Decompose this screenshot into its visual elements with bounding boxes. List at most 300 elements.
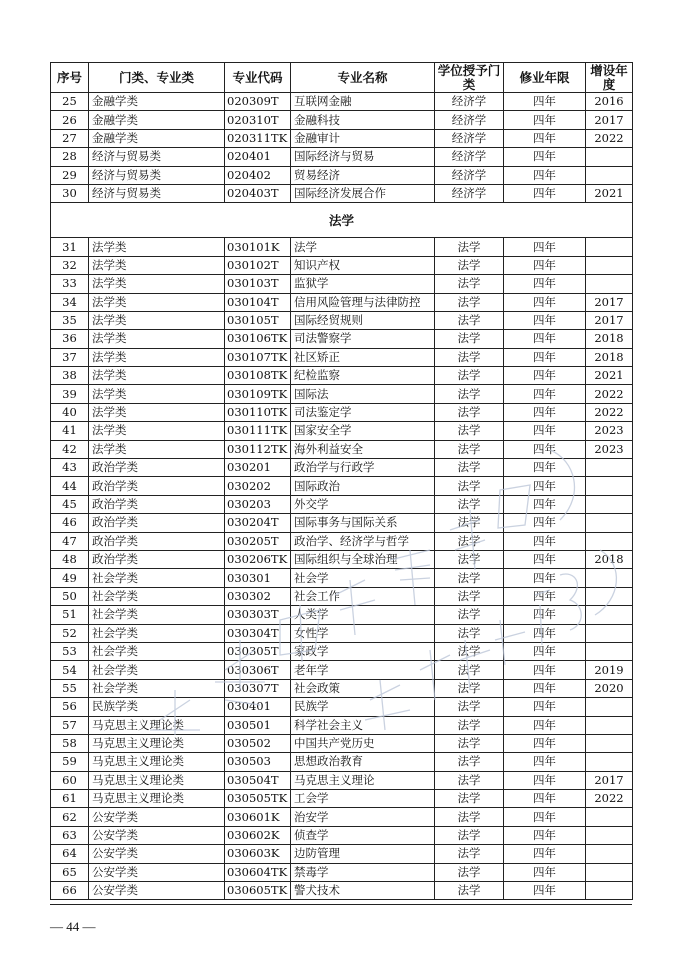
- cell-code: 020402: [225, 166, 291, 184]
- cell-no: 43: [51, 459, 89, 477]
- table-row: [51, 238, 633, 256]
- cell-category: 马克思主义理论类: [89, 716, 225, 734]
- cell-added-year: [586, 845, 633, 863]
- cell-name: 司法鉴定学: [291, 403, 435, 421]
- table-row: [51, 256, 633, 274]
- cell-code: 030110TK: [225, 403, 291, 421]
- cell-years: 四年: [504, 753, 586, 771]
- cell-added-year: 2022: [586, 790, 633, 808]
- cell-code: 030102T: [225, 256, 291, 274]
- cell-added-year: 2018: [586, 348, 633, 366]
- header-degree: 学位授予门类: [435, 63, 504, 93]
- cell-category: 政治学类: [89, 532, 225, 550]
- cell-code: 030601K: [225, 808, 291, 826]
- cell-name: 工会学: [291, 790, 435, 808]
- cell-no: 54: [51, 661, 89, 679]
- cell-years: 四年: [504, 477, 586, 495]
- cell-name: 女性学: [291, 624, 435, 642]
- cell-no: 36: [51, 330, 89, 348]
- cell-code: 030303T: [225, 606, 291, 624]
- table-row: [51, 845, 633, 863]
- table-row: [51, 477, 633, 495]
- cell-name: 国际法: [291, 385, 435, 403]
- cell-added-year: [586, 238, 633, 256]
- cell-code: 030502: [225, 734, 291, 752]
- cell-years: 四年: [504, 459, 586, 477]
- table-row: [51, 348, 633, 366]
- cell-years: 四年: [504, 495, 586, 513]
- cell-added-year: [586, 532, 633, 550]
- cell-code: 030202: [225, 477, 291, 495]
- table-row: [51, 514, 633, 532]
- cell-name: 老年学: [291, 661, 435, 679]
- cell-degree: 法学: [435, 882, 504, 900]
- cell-years: 四年: [504, 93, 586, 111]
- cell-code: 020309T: [225, 93, 291, 111]
- table-row: [51, 532, 633, 550]
- cell-years: 四年: [504, 624, 586, 642]
- cell-category: 马克思主义理论类: [89, 753, 225, 771]
- cell-years: 四年: [504, 275, 586, 293]
- header-code: 专业代码: [225, 63, 291, 93]
- cell-years: 四年: [504, 734, 586, 752]
- page-number: — 44 —: [50, 919, 96, 934]
- table-row: [51, 111, 633, 129]
- cell-no: 60: [51, 771, 89, 789]
- table-row: [51, 790, 633, 808]
- header-no: 序号: [51, 63, 89, 93]
- cell-name: 金融科技: [291, 111, 435, 129]
- cell-name: 国际经贸规则: [291, 311, 435, 329]
- cell-name: 国际政治: [291, 477, 435, 495]
- table-row: [51, 863, 633, 881]
- cell-name: 国际经济与贸易: [291, 148, 435, 166]
- cell-years: 四年: [504, 238, 586, 256]
- cell-name: 社会学: [291, 569, 435, 587]
- cell-added-year: [586, 459, 633, 477]
- cell-no: 42: [51, 440, 89, 458]
- cell-degree: 经济学: [435, 184, 504, 202]
- cell-name: 国际组织与全球治理: [291, 550, 435, 568]
- cell-no: 39: [51, 385, 89, 403]
- cell-code: 030305T: [225, 642, 291, 660]
- cell-degree: 法学: [435, 826, 504, 844]
- cell-name: 思想政治教育: [291, 753, 435, 771]
- cell-added-year: 2017: [586, 311, 633, 329]
- cell-code: 030111TK: [225, 422, 291, 440]
- cell-name: 边防管理: [291, 845, 435, 863]
- cell-degree: 法学: [435, 771, 504, 789]
- cell-code: 030304T: [225, 624, 291, 642]
- cell-no: 32: [51, 256, 89, 274]
- cell-no: 56: [51, 698, 89, 716]
- cell-years: 四年: [504, 606, 586, 624]
- table-row: [51, 606, 633, 624]
- cell-degree: 法学: [435, 569, 504, 587]
- cell-degree: 法学: [435, 624, 504, 642]
- cell-years: 四年: [504, 348, 586, 366]
- cell-added-year: [586, 569, 633, 587]
- cell-no: 49: [51, 569, 89, 587]
- table-row: [51, 882, 633, 900]
- cell-no: 28: [51, 148, 89, 166]
- cell-name: 互联网金融: [291, 93, 435, 111]
- header-years: 修业年限: [504, 63, 586, 93]
- cell-no: 40: [51, 403, 89, 421]
- cell-no: 26: [51, 111, 89, 129]
- cell-category: 金融学类: [89, 129, 225, 147]
- table-row: [51, 826, 633, 844]
- cell-no: 63: [51, 826, 89, 844]
- cell-degree: 法学: [435, 495, 504, 513]
- table-row: [51, 93, 633, 111]
- table-row: [51, 624, 633, 642]
- cell-years: 四年: [504, 587, 586, 605]
- cell-name: 中国共产党历史: [291, 734, 435, 752]
- cell-years: 四年: [504, 550, 586, 568]
- cell-degree: 法学: [435, 330, 504, 348]
- cell-degree: 法学: [435, 532, 504, 550]
- cell-added-year: 2017: [586, 293, 633, 311]
- cell-degree: 法学: [435, 311, 504, 329]
- cell-years: 四年: [504, 422, 586, 440]
- cell-added-year: [586, 863, 633, 881]
- cell-code: 030109TK: [225, 385, 291, 403]
- table-row: [51, 716, 633, 734]
- cell-added-year: [586, 698, 633, 716]
- cell-degree: 法学: [435, 238, 504, 256]
- cell-added-year: 2017: [586, 111, 633, 129]
- cell-category: 金融学类: [89, 93, 225, 111]
- cell-code: 030302: [225, 587, 291, 605]
- cell-years: 四年: [504, 716, 586, 734]
- cell-added-year: 2023: [586, 422, 633, 440]
- table-row: [51, 642, 633, 660]
- cell-no: 47: [51, 532, 89, 550]
- cell-years: 四年: [504, 771, 586, 789]
- cell-years: 四年: [504, 129, 586, 147]
- cell-category: 法学类: [89, 256, 225, 274]
- cell-name: 科学社会主义: [291, 716, 435, 734]
- cell-degree: 法学: [435, 716, 504, 734]
- cell-degree: 经济学: [435, 129, 504, 147]
- cell-name: 社会政策: [291, 679, 435, 697]
- cell-no: 35: [51, 311, 89, 329]
- cell-added-year: [586, 166, 633, 184]
- cell-code: 030106TK: [225, 330, 291, 348]
- cell-degree: 经济学: [435, 111, 504, 129]
- cell-degree: 经济学: [435, 93, 504, 111]
- cell-added-year: 2022: [586, 129, 633, 147]
- cell-category: 社会学类: [89, 569, 225, 587]
- cell-added-year: [586, 753, 633, 771]
- cell-code: 030301: [225, 569, 291, 587]
- cell-category: 社会学类: [89, 679, 225, 697]
- cell-no: 27: [51, 129, 89, 147]
- cell-code: 030104T: [225, 293, 291, 311]
- cell-degree: 法学: [435, 440, 504, 458]
- cell-added-year: [586, 477, 633, 495]
- cell-code: 030205T: [225, 532, 291, 550]
- cell-no: 58: [51, 734, 89, 752]
- cell-degree: 法学: [435, 403, 504, 421]
- table-row: [51, 808, 633, 826]
- cell-category: 政治学类: [89, 477, 225, 495]
- cell-added-year: [586, 716, 633, 734]
- cell-code: 030603K: [225, 845, 291, 863]
- cell-no: 62: [51, 808, 89, 826]
- cell-degree: 法学: [435, 808, 504, 826]
- cell-code: 030112TK: [225, 440, 291, 458]
- cell-degree: 法学: [435, 790, 504, 808]
- header-name: 专业名称: [291, 63, 435, 93]
- cell-code: 030101K: [225, 238, 291, 256]
- cell-code: 020403T: [225, 184, 291, 202]
- table-section-law: [51, 203, 633, 238]
- table-row: [51, 440, 633, 458]
- cell-added-year: 2022: [586, 403, 633, 421]
- cell-code: 030306T: [225, 661, 291, 679]
- cell-no: 45: [51, 495, 89, 513]
- cell-category: 社会学类: [89, 624, 225, 642]
- cell-no: 59: [51, 753, 89, 771]
- cell-category: 政治学类: [89, 550, 225, 568]
- cell-name: 马克思主义理论: [291, 771, 435, 789]
- cell-category: 法学类: [89, 422, 225, 440]
- cell-degree: 法学: [435, 514, 504, 532]
- cell-years: 四年: [504, 698, 586, 716]
- cell-category: 法学类: [89, 403, 225, 421]
- cell-category: 公安学类: [89, 882, 225, 900]
- cell-degree: 法学: [435, 734, 504, 752]
- cell-category: 马克思主义理论类: [89, 771, 225, 789]
- cell-added-year: 2020: [586, 679, 633, 697]
- table-row: [51, 129, 633, 147]
- cell-years: 四年: [504, 679, 586, 697]
- cell-no: 44: [51, 477, 89, 495]
- cell-added-year: 2022: [586, 385, 633, 403]
- cell-code: 030206TK: [225, 550, 291, 568]
- cell-no: 46: [51, 514, 89, 532]
- cell-years: 四年: [504, 845, 586, 863]
- table-row: [51, 569, 633, 587]
- cell-category: 法学类: [89, 311, 225, 329]
- table-row: [51, 698, 633, 716]
- table-row: [51, 661, 633, 679]
- cell-no: 38: [51, 367, 89, 385]
- cell-degree: 法学: [435, 661, 504, 679]
- cell-name: 海外利益安全: [291, 440, 435, 458]
- table-row: [51, 293, 633, 311]
- cell-degree: 法学: [435, 863, 504, 881]
- cell-added-year: [586, 514, 633, 532]
- cell-added-year: 2021: [586, 184, 633, 202]
- cell-years: 四年: [504, 311, 586, 329]
- cell-no: 65: [51, 863, 89, 881]
- cell-no: 31: [51, 238, 89, 256]
- cell-years: 四年: [504, 111, 586, 129]
- cell-added-year: 2016: [586, 93, 633, 111]
- cell-name: 人类学: [291, 606, 435, 624]
- table-row: [51, 550, 633, 568]
- cell-degree: 法学: [435, 753, 504, 771]
- cell-code: 030605TK: [225, 882, 291, 900]
- cell-years: 四年: [504, 440, 586, 458]
- cell-code: 030201: [225, 459, 291, 477]
- cell-code: 030307T: [225, 679, 291, 697]
- cell-code: 030103T: [225, 275, 291, 293]
- cell-added-year: 2018: [586, 550, 633, 568]
- cell-years: 四年: [504, 367, 586, 385]
- cell-no: 25: [51, 93, 89, 111]
- cell-years: 四年: [504, 882, 586, 900]
- cell-category: 法学类: [89, 440, 225, 458]
- cell-name: 社会工作: [291, 587, 435, 605]
- table-row: [51, 679, 633, 697]
- cell-degree: 法学: [435, 275, 504, 293]
- table-header-row: [51, 63, 633, 93]
- section-title: 法学: [51, 203, 633, 238]
- cell-code: 030503: [225, 753, 291, 771]
- cell-category: 政治学类: [89, 514, 225, 532]
- cell-name: 信用风险管理与法律防控: [291, 293, 435, 311]
- cell-code: 020311TK: [225, 129, 291, 147]
- cell-years: 四年: [504, 569, 586, 587]
- cell-added-year: [586, 808, 633, 826]
- cell-name: 警犬技术: [291, 882, 435, 900]
- cell-name: 金融审计: [291, 129, 435, 147]
- cell-category: 经济与贸易类: [89, 166, 225, 184]
- cell-no: 53: [51, 642, 89, 660]
- cell-added-year: [586, 882, 633, 900]
- cell-category: 金融学类: [89, 111, 225, 129]
- cell-years: 四年: [504, 532, 586, 550]
- section-row: [51, 203, 633, 238]
- cell-degree: 法学: [435, 256, 504, 274]
- cell-name: 国家安全学: [291, 422, 435, 440]
- cell-name: 知识产权: [291, 256, 435, 274]
- cell-code: 030108TK: [225, 367, 291, 385]
- table-row: [51, 275, 633, 293]
- cell-name: 禁毒学: [291, 863, 435, 881]
- cell-no: 51: [51, 606, 89, 624]
- cell-degree: 法学: [435, 679, 504, 697]
- cell-code: 030501: [225, 716, 291, 734]
- cell-category: 公安学类: [89, 863, 225, 881]
- cell-added-year: [586, 642, 633, 660]
- cell-no: 34: [51, 293, 89, 311]
- cell-no: 37: [51, 348, 89, 366]
- cell-code: 020401: [225, 148, 291, 166]
- cell-name: 监狱学: [291, 275, 435, 293]
- cell-added-year: 2019: [586, 661, 633, 679]
- cell-added-year: 2021: [586, 367, 633, 385]
- cell-years: 四年: [504, 330, 586, 348]
- cell-degree: 法学: [435, 459, 504, 477]
- cell-degree: 法学: [435, 587, 504, 605]
- cell-name: 政治学、经济学与哲学: [291, 532, 435, 550]
- table-row: [51, 587, 633, 605]
- cell-degree: 经济学: [435, 148, 504, 166]
- cell-degree: 法学: [435, 845, 504, 863]
- cell-no: 66: [51, 882, 89, 900]
- cell-years: 四年: [504, 514, 586, 532]
- cell-added-year: [586, 826, 633, 844]
- cell-no: 64: [51, 845, 89, 863]
- cell-no: 29: [51, 166, 89, 184]
- footer-rule: [50, 904, 632, 905]
- cell-no: 48: [51, 550, 89, 568]
- cell-category: 政治学类: [89, 495, 225, 513]
- cell-added-year: [586, 256, 633, 274]
- cell-code: 030602K: [225, 826, 291, 844]
- cell-years: 四年: [504, 642, 586, 660]
- cell-category: 法学类: [89, 385, 225, 403]
- cell-category: 经济与贸易类: [89, 148, 225, 166]
- cell-years: 四年: [504, 385, 586, 403]
- cell-category: 社会学类: [89, 606, 225, 624]
- cell-no: 50: [51, 587, 89, 605]
- cell-name: 外交学: [291, 495, 435, 513]
- cell-code: 030604TK: [225, 863, 291, 881]
- cell-degree: 法学: [435, 422, 504, 440]
- cell-no: 61: [51, 790, 89, 808]
- cell-category: 公安学类: [89, 845, 225, 863]
- cell-years: 四年: [504, 184, 586, 202]
- cell-name: 纪检监察: [291, 367, 435, 385]
- cell-name: 社区矫正: [291, 348, 435, 366]
- cell-category: 民族学类: [89, 698, 225, 716]
- cell-category: 法学类: [89, 348, 225, 366]
- cell-name: 国际经济发展合作: [291, 184, 435, 202]
- cell-category: 法学类: [89, 293, 225, 311]
- cell-years: 四年: [504, 661, 586, 679]
- table-row: [51, 184, 633, 202]
- cell-category: 法学类: [89, 367, 225, 385]
- header-added-year: 增设年度: [586, 63, 633, 93]
- cell-category: 公安学类: [89, 826, 225, 844]
- cell-degree: 法学: [435, 348, 504, 366]
- header-category: 门类、专业类: [89, 63, 225, 93]
- table-row: [51, 166, 633, 184]
- cell-category: 经济与贸易类: [89, 184, 225, 202]
- cell-degree: 法学: [435, 293, 504, 311]
- cell-years: 四年: [504, 166, 586, 184]
- cell-added-year: [586, 734, 633, 752]
- cell-added-year: [586, 624, 633, 642]
- cell-years: 四年: [504, 293, 586, 311]
- cell-degree: 法学: [435, 698, 504, 716]
- cell-name: 侦查学: [291, 826, 435, 844]
- cell-code: 020310T: [225, 111, 291, 129]
- cell-added-year: 2023: [586, 440, 633, 458]
- cell-years: 四年: [504, 256, 586, 274]
- table-row: [51, 771, 633, 789]
- cell-code: 030107TK: [225, 348, 291, 366]
- cell-years: 四年: [504, 148, 586, 166]
- cell-category: 马克思主义理论类: [89, 790, 225, 808]
- cell-category: 马克思主义理论类: [89, 734, 225, 752]
- cell-name: 政治学与行政学: [291, 459, 435, 477]
- cell-name: 治安学: [291, 808, 435, 826]
- cell-added-year: [586, 275, 633, 293]
- cell-category: 法学类: [89, 330, 225, 348]
- cell-name: 民族学: [291, 698, 435, 716]
- cell-degree: 法学: [435, 606, 504, 624]
- cell-years: 四年: [504, 826, 586, 844]
- cell-no: 41: [51, 422, 89, 440]
- cell-name: 贸易经济: [291, 166, 435, 184]
